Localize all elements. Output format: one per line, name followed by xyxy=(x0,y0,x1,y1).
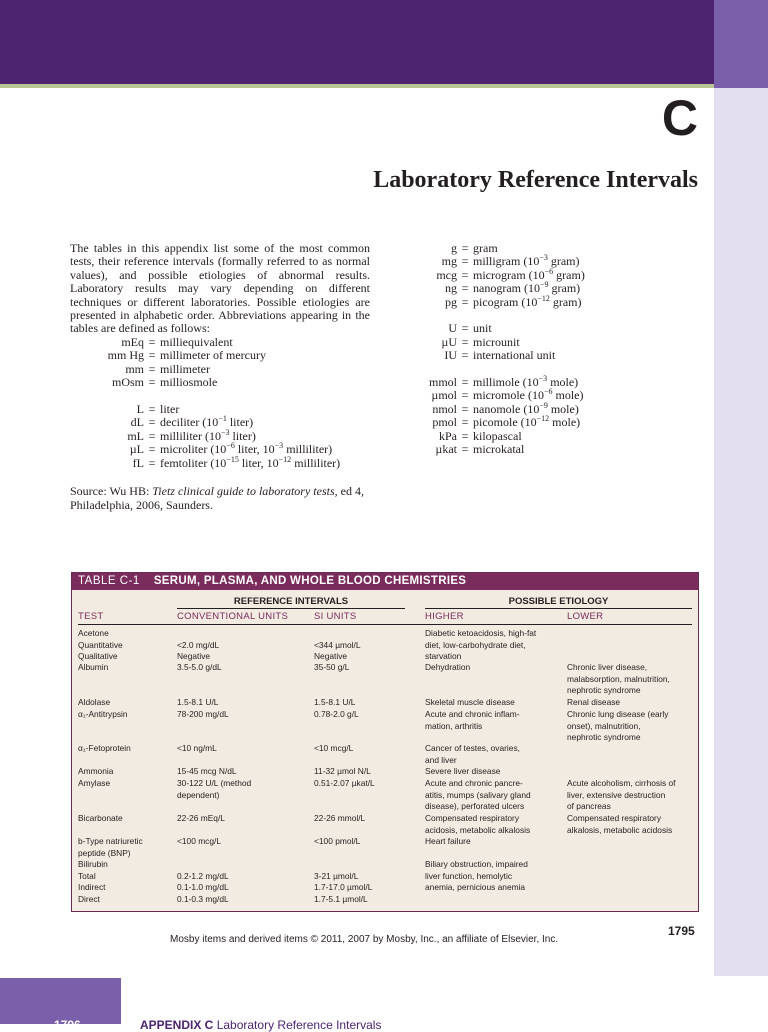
cell-higher: Dehydration xyxy=(425,662,471,672)
abbreviation-definition: femtoliter ($10^{-15}$ liter, $10^{-12}$ milliliter) xyxy=(160,454,341,470)
abbreviation-row xyxy=(370,322,585,335)
cell-si: <344 µmol/L Negative xyxy=(314,639,361,662)
abbreviation-term: L xyxy=(136,402,144,417)
cell-test: Albumin xyxy=(78,662,109,672)
next-page-running-head xyxy=(140,1018,381,1032)
abbreviation-term: ng xyxy=(445,281,457,296)
equals-sign: = xyxy=(148,348,156,363)
column-header-conventional: CONVENTIONAL UNITS xyxy=(177,611,289,622)
cell-si: <100 pmol/L xyxy=(314,836,361,846)
cell-lower: Renal disease xyxy=(567,697,621,707)
cell-test: α₁-Antitrypsin xyxy=(78,709,128,719)
table-title: SERUM, PLASMA, AND WHOLE BLOOD CHEMISTRIES xyxy=(153,575,467,587)
equals-sign: = xyxy=(461,388,469,403)
equals-sign: = xyxy=(461,375,469,390)
abbreviation-term: mL xyxy=(127,428,144,443)
cell-conventional: 78-200 mg/dL xyxy=(177,709,229,719)
cell-lower: Chronic lung disease (early onset), malnutrition, nephrotic syndrome xyxy=(567,709,669,743)
page-number: 1795 xyxy=(668,924,695,938)
equals-sign: = xyxy=(148,415,156,430)
abbreviation-row xyxy=(40,416,340,429)
cell-test: α₁-Fetoprotein xyxy=(78,743,131,753)
abbreviation-definition: microunit xyxy=(473,334,520,349)
cell-higher: Acute and chronic pancre- atitis, mumps (salivary gland disease), perforated ulcers xyxy=(425,778,531,812)
cell-test: Ammonia xyxy=(78,766,114,776)
cell-conventional: <100 mcg/L xyxy=(177,836,221,846)
abbreviation-row xyxy=(370,282,585,295)
side-tab xyxy=(714,0,768,88)
abbreviation-term: mEq xyxy=(121,335,144,349)
cell-conventional: <2.0 mg/dL Negative xyxy=(177,639,220,662)
cell-higher: Heart failure xyxy=(425,836,471,846)
cell-si: 22-26 mmol/L xyxy=(314,813,366,823)
abbreviation-row xyxy=(370,336,585,349)
abbreviation-row xyxy=(40,363,340,376)
abbreviation-row xyxy=(370,430,585,443)
equals-sign: = xyxy=(461,294,469,309)
source-suffix: ed 4, Philadelphia, 2006, Saunders. xyxy=(70,484,364,512)
equals-sign: = xyxy=(461,321,469,336)
cell-conventional: 30-122 U/L (method dependent) xyxy=(177,778,252,800)
abbreviation-definition: milliosmole xyxy=(160,375,218,390)
cell-conventional: 3.5-5.0 g/dL xyxy=(177,662,222,672)
abbreviation-row xyxy=(370,293,585,309)
abbreviation-term: µmol xyxy=(431,388,457,403)
abbreviation-definition: milliequivalent xyxy=(160,335,233,349)
equals-sign: = xyxy=(461,281,469,296)
equals-sign: = xyxy=(461,428,469,443)
abbreviation-term: µkat xyxy=(435,442,457,457)
appendix-letter: C xyxy=(661,90,698,146)
abbreviation-term: kPa xyxy=(439,428,457,443)
cell-lower: Compensated respiratory alkalosis, metabolic acidosis xyxy=(567,813,673,835)
appendix-label: APPENDIX xyxy=(540,60,700,85)
abbreviation-definition: millimole ($10^{-3}$ mole) xyxy=(473,374,579,390)
cell-test: Bicarbonate xyxy=(78,813,123,823)
group-header-etiology: POSSIBLE ETIOLOGY xyxy=(425,596,692,609)
equals-sign: = xyxy=(148,361,156,376)
abbreviation-row xyxy=(370,389,585,402)
cell-lower: Acute alcoholism, cirrhosis of liver, extensive destruction of pancreas xyxy=(567,778,676,812)
column-header-test: TEST xyxy=(78,611,104,622)
abbreviation-row xyxy=(370,349,585,362)
table-title-bar xyxy=(72,573,698,590)
abbreviation-definition: millimeter xyxy=(160,361,210,376)
abbreviation-term: fL xyxy=(132,455,144,470)
equals-sign: = xyxy=(461,401,469,416)
equals-sign: = xyxy=(148,428,156,443)
abbreviation-definition: nanomole ($10^{-9}$ mole) xyxy=(473,400,579,416)
abbreviation-list-right xyxy=(370,242,585,456)
abbreviation-row xyxy=(40,454,341,470)
equals-sign: = xyxy=(461,334,469,349)
abbreviation-term: U xyxy=(448,321,457,336)
cell-higher: Diabetic ketoacidosis, high-fat diet, low-carbohydrate diet, starvation xyxy=(425,628,537,662)
abbreviation-definition: gram xyxy=(473,241,498,255)
abbreviation-term: mm Hg xyxy=(107,348,144,363)
equals-sign: = xyxy=(148,442,156,457)
cell-conventional: <10 ng/mL xyxy=(177,743,217,753)
abbreviation-row xyxy=(370,416,585,429)
abbreviation-definition: liter xyxy=(160,402,180,417)
reference-table xyxy=(71,572,699,912)
cell-si: <10 mcg/L xyxy=(314,743,354,753)
abbreviation-term: IU xyxy=(444,348,457,363)
cell-higher: Severe liver disease xyxy=(425,766,501,776)
page-title: Laboratory Reference Intervals xyxy=(373,167,698,193)
abbreviation-definition: micromole ($10^{-6}$ mole) xyxy=(473,387,584,403)
cell-si: 3-21 µmol/L 1.7-17.0 µmol/L 1.7-5.1 µmol/L xyxy=(314,870,373,904)
cell-conventional: 0.2-1.2 mg/dL 0.1-1.0 mg/dL 0.1-0.3 mg/dL xyxy=(177,870,229,904)
intro-paragraph: The tables in this appendix list some of the most common tests, their reference intervals (formally referred to as normal values), and possible etiologies of abnormal results. Laboratory results may vary depending on different techniques or different laboratories. Possible etiologies are presented in alphabetic order. Abbreviations appearing in the tables are defined as follows: xyxy=(70,241,370,336)
cell-si: 0.78-2.0 g/L xyxy=(314,709,359,719)
abbreviation-term: pg xyxy=(445,294,457,309)
abbreviation-definition: microkatal xyxy=(473,442,525,457)
cell-si: 1.5-8.1 U/L xyxy=(314,697,356,707)
equals-sign: = xyxy=(148,402,156,417)
abbreviation-term: pmol xyxy=(432,415,457,430)
cell-si: 0.51-2.07 µkat/L xyxy=(314,778,375,788)
source-title: Tietz clinical guide to laboratory tests, xyxy=(152,484,338,498)
abbreviation-definition: nanogram ($10^{-9}$ gram) xyxy=(473,280,581,296)
column-header-si: SI UNITS xyxy=(314,611,357,622)
abbreviation-definition: international unit xyxy=(473,348,556,363)
equals-sign: = xyxy=(148,455,156,470)
abbreviation-term: mmol xyxy=(428,375,457,390)
cell-conventional: 15-45 mcg N/dL xyxy=(177,766,237,776)
cell-test: b-Type natriuretic peptide (BNP) xyxy=(78,836,143,858)
abbreviation-term: mg xyxy=(441,254,457,269)
abbreviation-term: mcg xyxy=(436,267,457,282)
running-head-bold: APPENDIX C xyxy=(140,1018,214,1032)
source-prefix: Source: Wu HB: xyxy=(70,484,153,498)
group-header-reference: REFERENCE INTERVALS xyxy=(177,596,405,609)
cell-higher: Skeletal muscle disease xyxy=(425,697,515,707)
abbreviation-term: nmol xyxy=(432,401,457,416)
cell-conventional: 22-26 mEq/L xyxy=(177,813,225,823)
equals-sign: = xyxy=(461,241,469,255)
cell-conventional: 1.5-8.1 U/L xyxy=(177,697,219,707)
cell-higher: Cancer of testes, ovaries, and liver xyxy=(425,743,520,765)
abbreviation-gap xyxy=(40,390,340,403)
abbreviation-term: µL xyxy=(129,442,144,457)
equals-sign: = xyxy=(461,442,469,457)
table-label: TABLE C-1 xyxy=(78,575,140,587)
header-divider xyxy=(78,624,692,625)
side-strip xyxy=(714,88,768,976)
abbreviation-row xyxy=(370,443,585,456)
column-header-lower: LOWER xyxy=(567,611,604,622)
equals-sign: = xyxy=(461,267,469,282)
abbreviation-definition: picogram ($10^{-12}$ gram) xyxy=(473,293,582,309)
abbreviation-definition: millimeter of mercury xyxy=(160,348,266,363)
cell-lower: Chronic liver disease, malabsorption, malnutrition, nephrotic syndrome xyxy=(567,662,670,696)
abbreviation-term: dL xyxy=(130,415,144,430)
equals-sign: = xyxy=(461,348,469,363)
cell-higher: Compensated respiratory acidosis, metabolic alkalosis xyxy=(425,813,531,835)
abbreviation-definition: unit xyxy=(473,321,492,336)
abbreviation-list-left xyxy=(40,336,340,470)
cell-higher: Biliary obstruction, impaired liver function, hemolytic anemia, pernicious anemia xyxy=(425,859,528,893)
abbreviation-term: µU xyxy=(441,334,457,349)
abbreviation-term: mOsm xyxy=(111,375,144,390)
cell-test: Acetone Quantitative Qualitative xyxy=(78,628,123,662)
cell-test: Aldolase xyxy=(78,697,111,707)
source-citation xyxy=(70,485,380,512)
cell-si: 35-50 g/L xyxy=(314,662,350,672)
abbreviation-term: mm xyxy=(125,361,144,376)
next-page-number: 1796 xyxy=(54,1018,81,1032)
equals-sign: = xyxy=(461,415,469,430)
equals-sign: = xyxy=(148,335,156,349)
abbreviation-row xyxy=(40,443,340,456)
cell-si: 11-32 µmol N/L xyxy=(314,766,371,776)
abbreviation-term: g xyxy=(451,241,457,255)
abbreviation-definition: milligram ($10^{-3}$ gram) xyxy=(473,253,580,269)
running-head-rest: Laboratory Reference Intervals xyxy=(213,1018,382,1032)
abbreviation-definition: deciliter ($10^{-1}$ liter) xyxy=(160,414,254,430)
equals-sign: = xyxy=(148,375,156,390)
equals-sign: = xyxy=(461,254,469,269)
cell-test: Bilirubin Total Indirect Direct xyxy=(78,859,108,904)
abbreviation-definition: microgram ($10^{-6}$ gram) xyxy=(473,266,585,282)
abbreviation-row xyxy=(40,376,340,389)
cell-higher: Acute and chronic inflam- mation, arthritis xyxy=(425,709,520,731)
abbreviation-definition: picomole ($10^{-12}$ mole) xyxy=(473,414,581,430)
abbreviation-definition: milliliter ($10^{-3}$ liter) xyxy=(160,427,256,443)
abbreviation-row xyxy=(40,336,340,349)
abbreviation-definition: microliter ($10^{-6}$ liter, $10^{-3}$ milliliter) xyxy=(160,441,333,457)
abbreviation-gap xyxy=(370,309,585,322)
copyright-notice: Mosby items and derived items © 2011, 2007 by Mosby, Inc., an affiliate of Elsevier, Inc. xyxy=(170,934,559,945)
abbreviation-row xyxy=(40,349,340,362)
cell-test: Amylase xyxy=(78,778,111,788)
column-header-higher: HIGHER xyxy=(425,611,464,622)
abbreviation-definition: kilopascal xyxy=(473,428,522,443)
